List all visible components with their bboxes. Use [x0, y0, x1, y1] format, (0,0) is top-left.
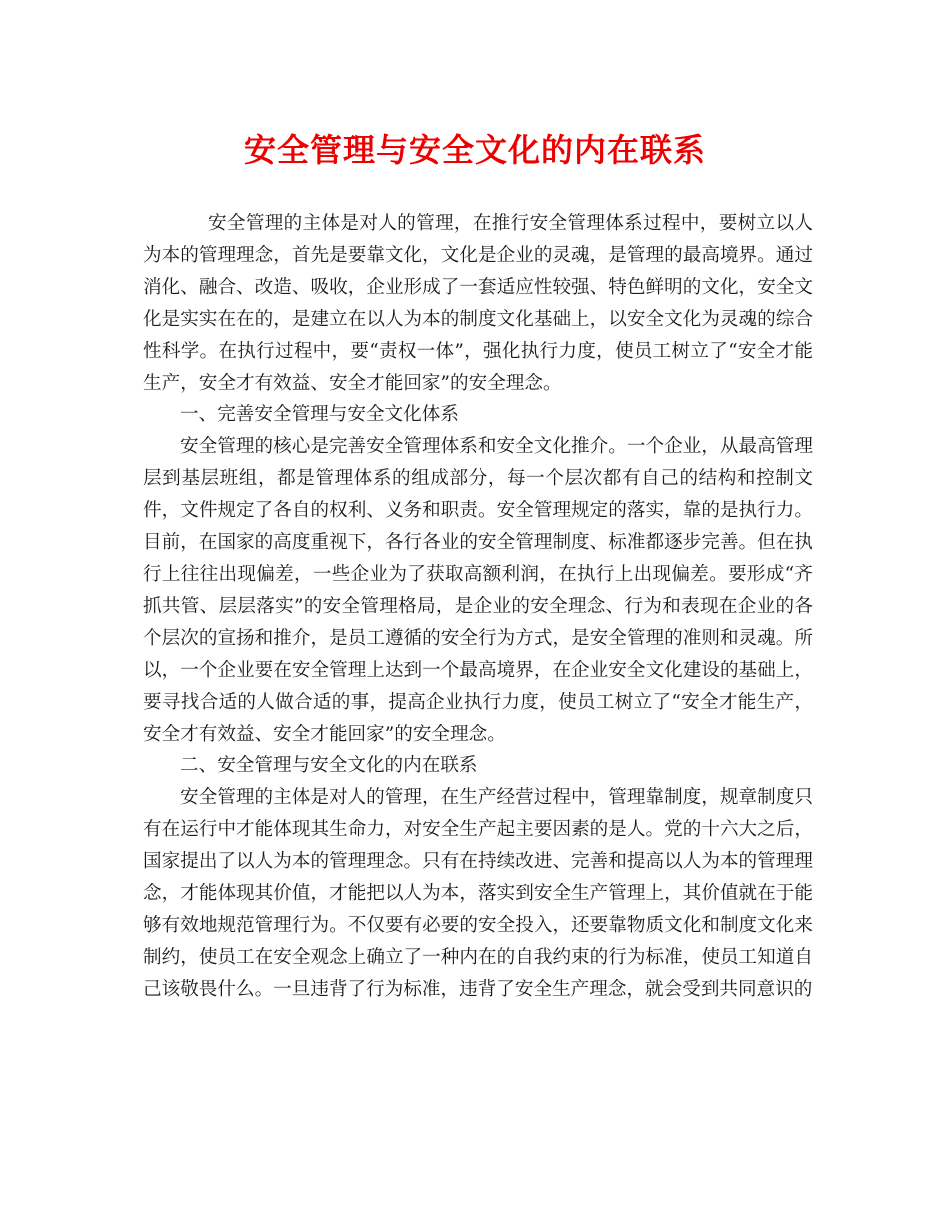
paragraph-section-2: 安全管理的主体是对人的管理，在生产经营过程中，管理靠制度，规章制度只有在运行中才能体现其生命力，对安全生产起主要因素的是人。党的十六大之后，国家提出了以人为本的管理理念。只有在持续改进、完善和提高以人为本的管理理念，才能体现其价值，才能把以人为本，落实到安全生产管理上，其价值就在于能够有效地规范管理行为。不仅要有必要的安全投入，还要靠物质文化和制度文化来制约，使员工在安全观念上确立了一种内在的自我约束的行为标准，使员工知道自己该敬畏什么。一旦违背了行为标准，违背了安全生产理念，就会受到共同意识的 — [143, 787, 813, 1000]
paragraph-intro: 安全管理的主体是对人的管理，在推行安全管理体系过程中，要树立以人为本的管理理念，首先是要靠文化，文化是企业的灵魂，是管理的最高境界。通过消化、融合、改造、吸收，企业形成了一套适应性较强、特色鲜明的文化，安全文化是实实在在的，是建立在以人为本的制度文化基础上，以安全文化为灵魂的综合性科学。在执行过程中，要“责权一体”，强化执行力度，使员工树立了“安全才能生产，安全才有效益、安全才能回家”的安全理念。 — [143, 213, 813, 394]
document-title: 安全管理与安全文化的内在联系 — [243, 131, 706, 169]
paragraph-section-1: 安全管理的核心是完善安全管理体系和安全文化推介。一个企业，从最高管理层到基层班组，都是管理体系的组成部分，每一个层次都有自己的结构和控制文件，文件规定了各自的权利、义务和职责。安全管理规定的落实，靠的是执行力。目前，在国家的高度重视下，各行各业的安全管理制度、标准都逐步完善。但在执行上往往出现偏差，一些企业为了获取高额利润，在执行上出现偏差。要形成“齐抓共管、层层落实”的安全管理格局，是企业的安全理念、行为和表现在企业的各个层次的宣扬和推介，是员工遵循的安全行为方式，是安全管理的准则和灵魂。所以，一个企业要在安全管理上达到一个最高境界，在企业安全文化建设的基础上，要寻找合适的人做合适的事，提高企业执行力度，使员工树立了“安全才能生产，安全才有效益、安全才能回家”的安全理念。 — [143, 436, 813, 745]
section-heading-1: 一、完善安全管理与安全文化体系 — [180, 404, 459, 426]
section-heading-2: 二、安全管理与安全文化的内在联系 — [180, 755, 478, 777]
document-body — [143, 208, 813, 1006]
